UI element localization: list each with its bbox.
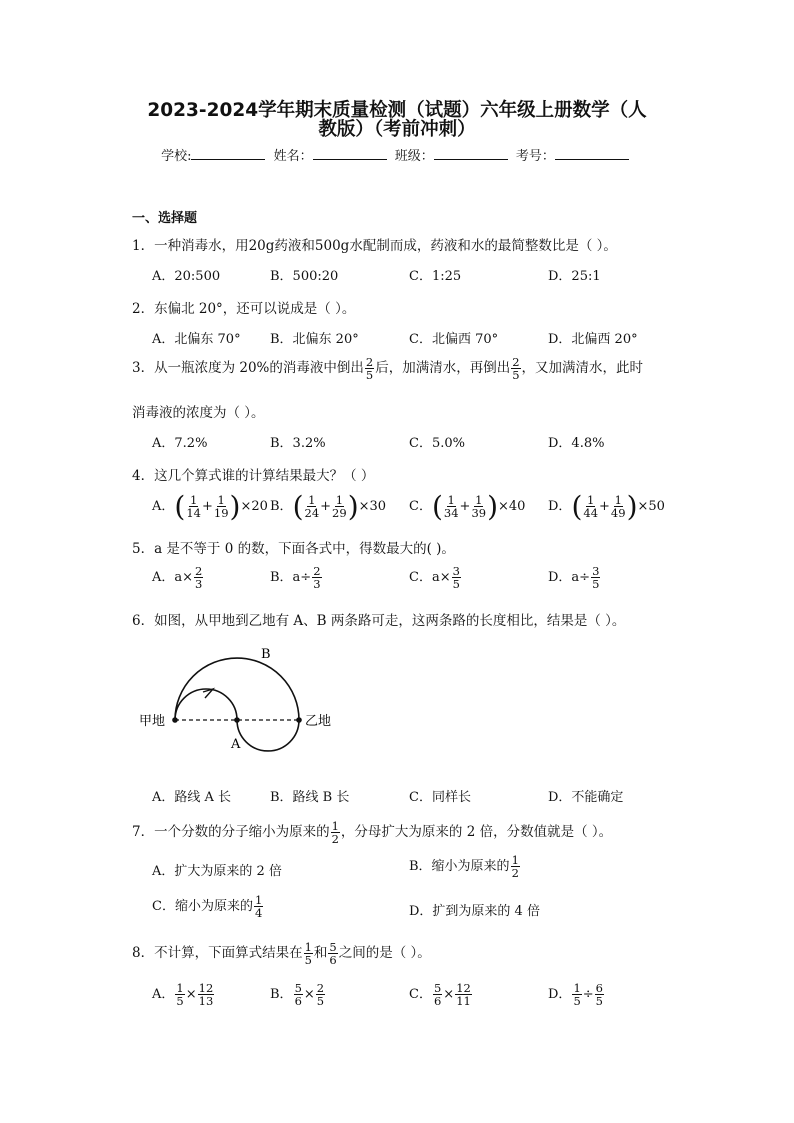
section-title: 一、选择题: [132, 211, 198, 226]
question-3: [132, 356, 643, 381]
q7-option-a[interactable]: A．扩大为原来的 2 倍: [152, 864, 282, 879]
question-5: 5．a 是不等于 0 的数，下面各式中，得数最大的( )。: [132, 541, 455, 557]
q3-text-c: ，又加满清水，此时: [521, 360, 644, 376]
number-blank[interactable]: [555, 147, 629, 160]
q7-text-a: 7．一个分数的分子缩小为原来的: [132, 824, 330, 840]
question-7-options-row2: [152, 893, 732, 930]
school-blank[interactable]: [191, 147, 265, 160]
q5-option-c[interactable]: C．a× $\frac{3}{5}$: [409, 564, 460, 591]
label-jia: 甲地: [139, 714, 166, 729]
question-6: 6．如图，从甲地到乙地有 A、B 两条路可走，这两条路的长度相比，结果是（ ）。: [132, 613, 626, 629]
route-b-arc: [175, 658, 299, 720]
name-blank[interactable]: [313, 147, 387, 160]
q4-option-c[interactable]: C．( $\frac{1}{34}$ + $\frac{1}{39}$ )×40: [409, 490, 526, 523]
exam-title-line2: 教版）（考前冲刺）: [318, 119, 476, 140]
q2-option-c[interactable]: C．北偏西 70°: [409, 332, 499, 347]
q6-option-c[interactable]: C．同样长: [409, 790, 471, 805]
question-2: 2．东偏北 20°，还可以说成是（ ）。: [132, 301, 356, 317]
question-4-options: [152, 490, 732, 526]
question-3-line2: 消毒液的浓度为（ ）。: [132, 405, 265, 421]
school-label: 学校:: [161, 149, 192, 164]
student-info-row: [0, 145, 794, 164]
q7-option-c[interactable]: C．缩小为原来的 $\frac{1}{4}$: [152, 893, 263, 920]
q5-option-b[interactable]: B．a÷ $\frac{2}{3}$: [270, 564, 321, 591]
q2-option-a[interactable]: A．北偏东 70°: [152, 332, 241, 347]
q2-option-d[interactable]: D．北偏西 20°: [548, 332, 638, 347]
question-8-options: [152, 982, 732, 1012]
question-6-options: [152, 786, 732, 816]
q8-option-b[interactable]: B． $\frac{5}{6}$ × $\frac{2}{5}$: [270, 981, 325, 1008]
q3-option-b[interactable]: B．3.2%: [270, 436, 326, 451]
q3-text-a: 3．从一瓶浓度为 20%的消毒液中倒出: [132, 360, 364, 376]
question-7: [132, 820, 612, 845]
q3-option-a[interactable]: A．7.2%: [152, 436, 208, 451]
q8-text-c: 之间的是（ ）。: [338, 945, 431, 961]
point-jia: [172, 717, 178, 723]
question-7-options-row1: [152, 853, 732, 890]
question-2-options: [152, 328, 732, 358]
q1-option-c[interactable]: C．1:25: [409, 269, 462, 284]
q7-option-b[interactable]: B．缩小为原来的 $\frac{1}{2}$: [409, 853, 519, 880]
q6-option-d[interactable]: D．不能确定: [548, 790, 624, 805]
q4-option-b[interactable]: B．( $\frac{1}{24}$ + $\frac{1}{29}$ )×30: [270, 490, 387, 523]
direction-arrow-icon: [203, 689, 213, 698]
q3-text-b: 后，加满清水，再倒出: [375, 360, 511, 376]
q3-option-d[interactable]: D．4.8%: [548, 436, 605, 451]
point-yi: [296, 717, 302, 723]
q8-text-a: 8．不计算，下面算式结果在: [132, 945, 303, 961]
q5-option-a[interactable]: A．a× $\frac{2}{3}$: [152, 564, 203, 591]
class-blank[interactable]: [434, 147, 508, 160]
q8-option-c[interactable]: C． $\frac{5}{6}$ × $\frac{12}{11}$: [409, 981, 471, 1008]
exam-title-line1: 2023-2024学年期末质量检测（试题）六年级上册数学（人: [147, 100, 647, 121]
q1-option-d[interactable]: D．25:1: [548, 269, 601, 284]
label-b: B: [261, 647, 271, 662]
q8-option-a[interactable]: A． $\frac{1}{5}$ × $\frac{12}{13}$: [152, 981, 214, 1008]
name-label: 姓名：: [273, 149, 313, 164]
question-1: 1．一种消毒水，用20g药液和500g水配制而成，药液和水的最简整数比是（ ）。: [132, 238, 617, 254]
label-a: A: [231, 737, 241, 752]
q8-option-d[interactable]: D． $\frac{1}{5}$ ÷ $\frac{6}{5}$: [548, 981, 603, 1008]
question-4: 4．这几个算式谁的计算结果最大？（ ）: [132, 468, 375, 484]
question-3-options: [152, 432, 732, 462]
label-yi: 乙地: [305, 714, 332, 729]
route-a-lower-arc: [237, 720, 299, 751]
q6-option-b[interactable]: B．路线 B 长: [270, 790, 350, 805]
q1-option-a[interactable]: A．20:500: [152, 269, 221, 284]
q3-fraction-1: $\frac{2}{5}$: [365, 355, 374, 382]
question-8: 8．不计算，下面算式结果在 $\frac{1}{5}$ 和 $\frac{5}{6}$ 之间的是（ ）。: [132, 940, 431, 967]
q4-option-a[interactable]: A．( $\frac{1}{14}$ + $\frac{1}{19}$ )×20: [152, 490, 268, 523]
q1-option-b[interactable]: B．500:20: [270, 269, 339, 284]
q8-text-b: 和: [313, 945, 328, 961]
q3-fraction-2: $\frac{2}{5}$: [512, 355, 520, 382]
class-label: 班级：: [394, 149, 434, 164]
q7-text-b: ，分母扩大为原来的 2 倍，分数值就是（ ）。: [340, 824, 613, 840]
q4-option-d[interactable]: D．( $\frac{1}{44}$ + $\frac{1}{49}$ )×50: [548, 490, 665, 523]
q2-option-b[interactable]: B．北偏东 20°: [270, 332, 359, 347]
q7-fraction: $\frac{1}{2}$: [331, 819, 339, 846]
number-label: 考号：: [515, 149, 555, 164]
q7-option-d[interactable]: D．扩到为原来的 4 倍: [409, 904, 540, 919]
q3-option-c[interactable]: C．5.0%: [409, 436, 465, 451]
route-a-upper-arc: [175, 689, 237, 720]
q6-option-a[interactable]: A．路线 A 长: [152, 790, 232, 805]
question-5-options: [152, 565, 732, 595]
point-middle: [234, 717, 240, 723]
q5-option-d[interactable]: D．a÷ $\frac{3}{5}$: [548, 564, 600, 591]
route-diagram: [135, 640, 345, 760]
question-1-options: [152, 265, 732, 295]
